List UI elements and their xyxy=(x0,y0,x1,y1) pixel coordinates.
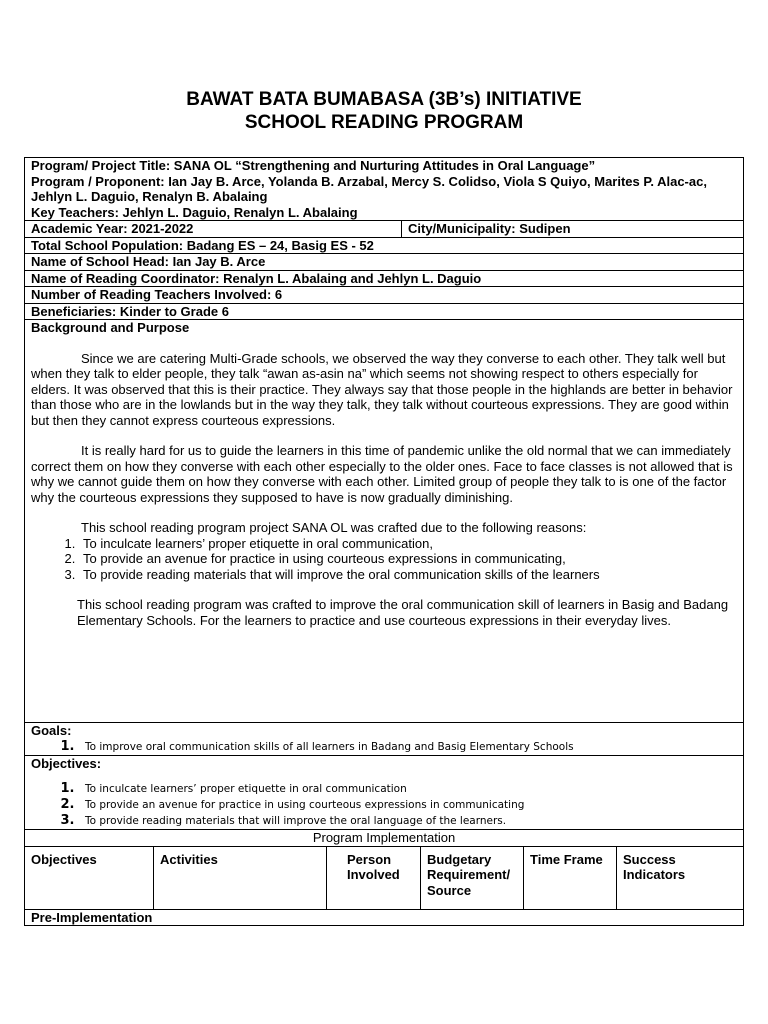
document-title: BAWAT BATA BUMABASA (3B’s) INITIATIVE xyxy=(186,89,582,110)
list-item: 2. To provide an avenue for practice in using courteous expressions in communicating xyxy=(79,797,737,813)
school-head: Name of School Head: Ian Jay B. Arce xyxy=(25,254,743,271)
column-activities: Activities xyxy=(154,847,327,909)
objectives-list xyxy=(31,781,737,829)
list-item: 3. To provide reading materials that will improve the oral language of the learners. xyxy=(79,813,737,829)
academic-year: Academic Year: 2021-2022 xyxy=(25,221,402,237)
list-item: 1. To inculcate learners’ proper etiquette in oral communication, xyxy=(79,536,737,552)
implementation-heading: Program Implementation xyxy=(25,830,743,847)
column-objectives: Objectives xyxy=(25,847,154,909)
objectives-section xyxy=(25,756,743,831)
implementation-header-row xyxy=(25,847,743,910)
list-item: 2. To provide an avenue for practice in using courteous expressions in communicating, xyxy=(79,551,737,567)
background-heading: Background and Purpose xyxy=(31,320,190,335)
background-paragraph-3: This school reading program project SANA OL was crafted due to the following reasons: xyxy=(81,520,587,535)
list-item: 1. To improve oral communication skills of all learners in Badang and Basig Elementary Schools xyxy=(79,739,737,755)
objectives-heading: Objectives: xyxy=(31,755,102,771)
goals-section xyxy=(25,723,743,756)
teachers-involved: Number of Reading Teachers Involved: 6 xyxy=(25,287,743,304)
background-paragraph-4: This school reading program was crafted to improve the oral communication skill of learners in Basig and Badang Elementary Schools. For the learners to practice and use courteous expressions in their everyday lives. xyxy=(77,597,729,628)
reasons-list xyxy=(31,536,737,583)
school-population: Total School Population: Badang ES – 24, Basig ES - 52 xyxy=(25,238,743,255)
reading-coordinator: Name of Reading Coordinator: Renalyn L. Abalaing and Jehlyn L. Daguio xyxy=(25,271,743,288)
background-section xyxy=(25,320,743,723)
list-item: 1. To inculcate learners’ proper etiquette in oral communication xyxy=(79,781,737,797)
program-table xyxy=(24,157,744,926)
document-subtitle: SCHOOL READING PROGRAM xyxy=(244,112,524,133)
city-municipality: City/Municipality: Sudipen xyxy=(408,221,571,236)
goals-list xyxy=(31,739,737,755)
beneficiaries: Beneficiaries: Kinder to Grade 6 xyxy=(25,304,743,321)
academic-year-row xyxy=(25,221,743,238)
column-budgetary: Budgetary Requirement/ Source xyxy=(421,847,524,909)
column-time-frame: Time Frame xyxy=(524,847,617,909)
list-item: 3. To provide reading materials that will improve the oral communication skills of the learners xyxy=(79,567,737,583)
background-paragraph-2: It is really hard for us to guide the learners in this time of pandemic unlike the old normal that we can immediately correct them on how they converse with each other especially to the older ones. Face to face classes is not allowed that is why we cannot guide them on how they converse with each other. Limited group of people they talk to is one of the factor why the courteous expressions they supposed to have is now gradually diminishing. xyxy=(31,443,733,505)
project-title: Program/ Project Title: SANA OL “Strengthening and Nurturing Attitudes in Oral Language” xyxy=(31,158,596,173)
background-paragraph-1: Since we are catering Multi-Grade schools, we observed the way they converse to each other. They talk well but when they talk to elder people, they talk “awan as-asin na” which seems not showing respect to others especially for elders. It was observed that this is their practice. They always say that those people in the highlands are better in behavior than those who are in the lowlands but in the way they talk, they talk without courteous expressions. They are good within but then they cannot express courteous expressions. xyxy=(31,350,733,428)
column-person-involved: Person Involved xyxy=(327,847,421,909)
proponents: Program / Proponent: Ian Jay B. Arce, Yolanda B. Arzabal, Mercy S. Colidso, Viola S Quiyo, Marites P. Alac-ac, Jehlyn L. Daguio, Renalyn B. Abalaing xyxy=(31,173,707,204)
column-success-indicators: Success Indicators xyxy=(623,851,686,882)
key-teachers: Key Teachers: Jehlyn L. Daguio, Renalyn L. Abalaing xyxy=(31,204,358,220)
pre-implementation-row: Pre-Implementation xyxy=(31,909,153,925)
project-info-row xyxy=(25,158,743,221)
goals-heading: Goals: xyxy=(31,723,72,738)
